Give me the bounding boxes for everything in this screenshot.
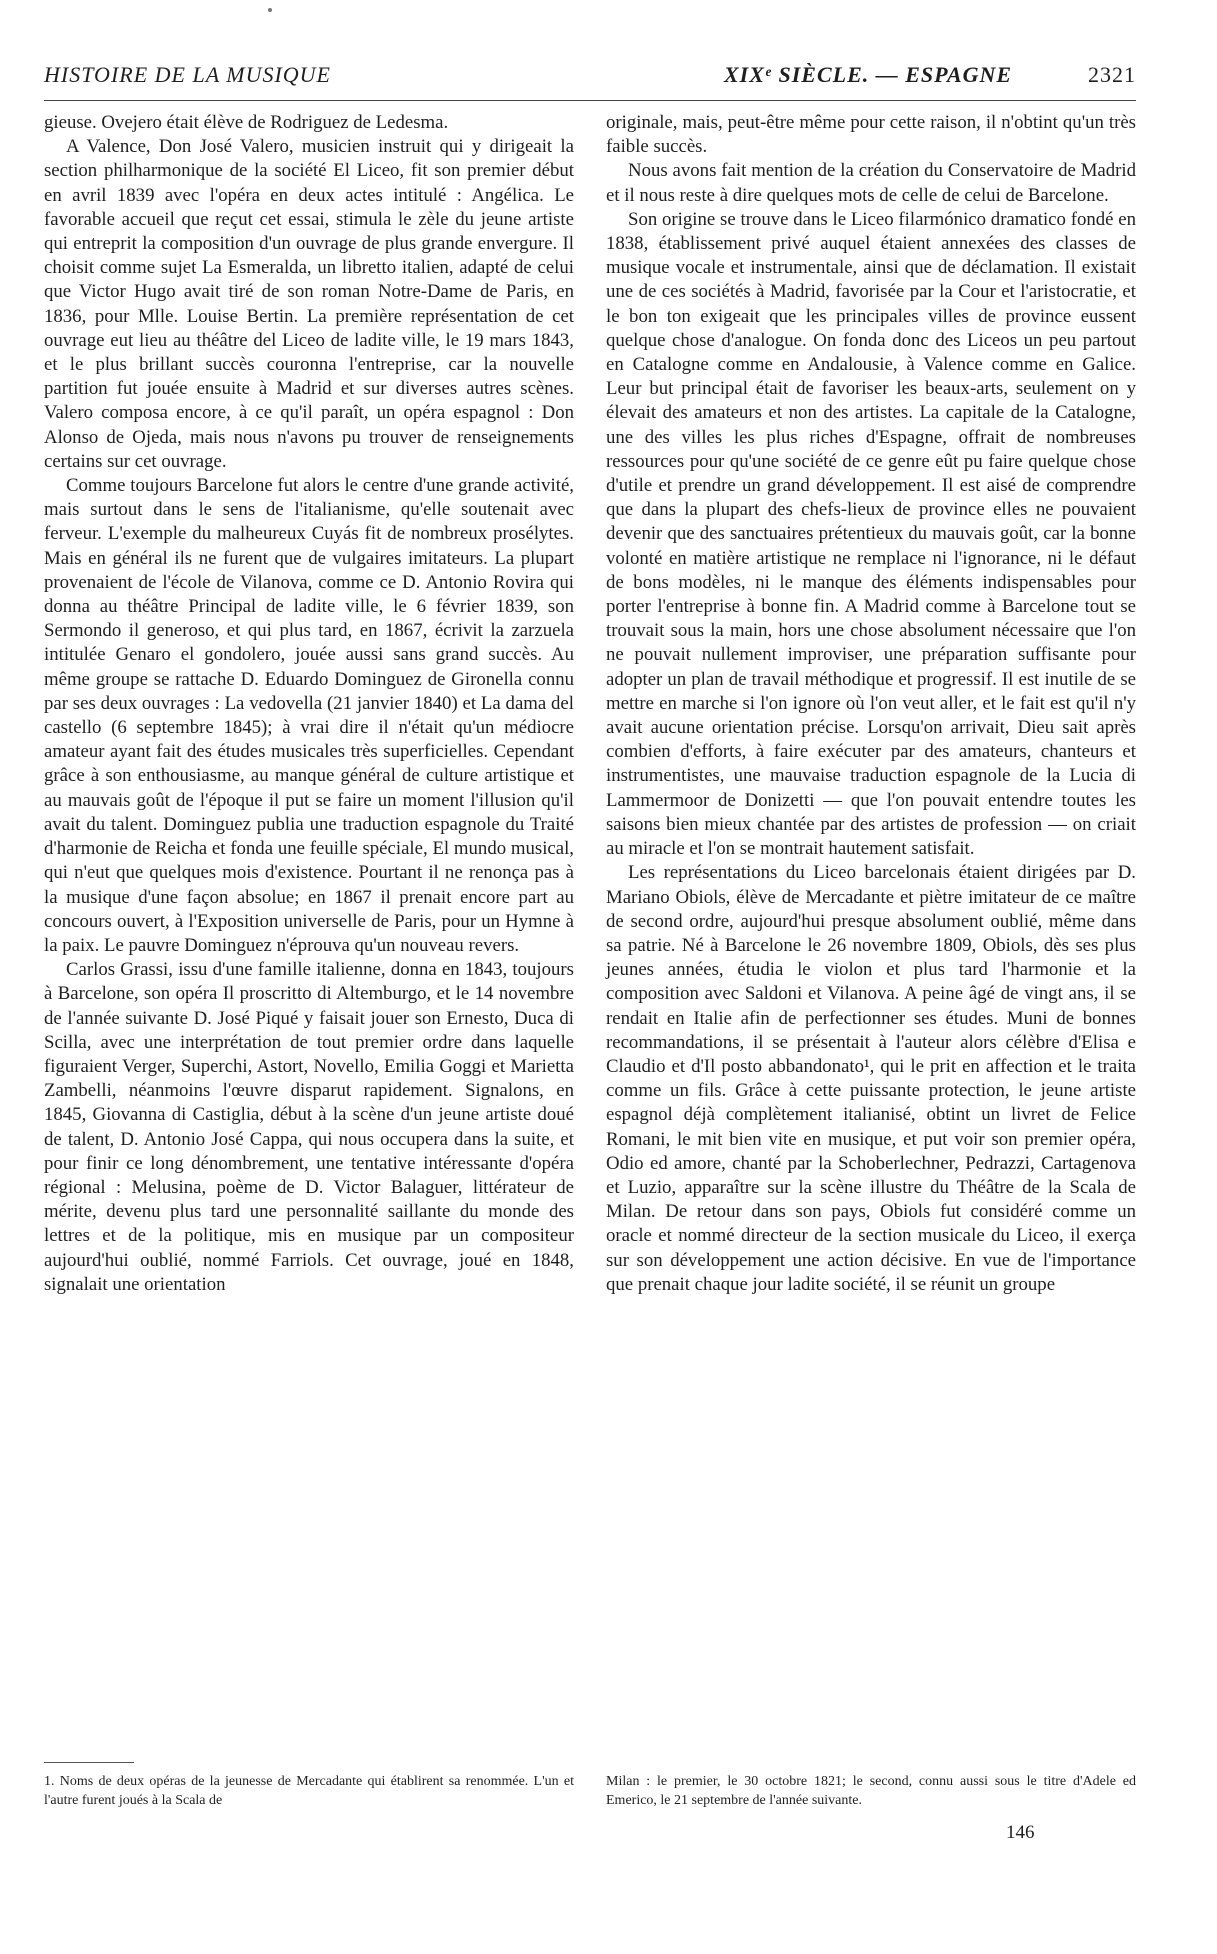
paragraph: Les représentations du Liceo barcelonais étaient dirigées par D. Mariano Obiols, élève de Mercadante et piètre imitateur de ce maître de second ordre, aujourd'hui presque absolument oublié, même dans sa patrie. Né à Barcelone le 26 novembre 1809, Obiols, dès ses plus jeunes années, étudia le violon et plus tard l'harmonie et la composition avec Saldoni et Vilanova. A peine âgé de vingt ans, il se rendait en Italie afin de perfectionner ses études. Muni de bonnes recommandations, il se présentait à l'auteur alors célèbre d'Elisa e Claudio et d'Il posto abbandonato¹, qui le prit en affection et le traita comme un fils. Grâce à cette puissante protection, le jeune artiste espagnol déjà complètement italianisé, obtint un livret de Felice Romani, le mit bien vite en musique, et put voir son premier opéra, Odio ed amore, chanté par la Schoberlechner, Pedrazzi, Cartagenova et Luzio, apparaître sur la scène illustre du Théâtre de la Scala de Milan. De retour dans son pays, Obiols fut considéré comme un oracle et nommé directeur de la section musicale du Liceo, il exerça sur son développement une action décisive. En vue de l'importance que prenait chaque jour ladite société, il se réunit un groupe [606, 862, 1136, 1295]
running-title: HISTOIRE DE LA MUSIQUE [44, 62, 331, 87]
footnote-right: Milan : le premier, le 30 octobre 1821; le second, connu aussi sous le titre d'Adele ed Emerico, le 21 septembre de l'année suivante. [606, 1774, 1136, 1808]
paragraph: Nous avons fait mention de la création du Conservatoire de Madrid et il nous reste à dire quelques mots de celle de celui de Barcelone. [606, 160, 1136, 206]
paragraph: Comme toujours Barcelone fut alors le centre d'une grande activité, mais surtout dans le sens de l'italianisme, qu'elle soutenait avec ferveur. L'exemple du malheureux Cuyás fit de nombreux prosélytes. Mais en général ils ne furent que de vulgaires imitateurs. La plupart provenaient de l'école de Vilanova, comme ce D. Antonio Rovira qui donna au théâtre Principal de ladite ville, le 6 février 1839, son Sermondo il generoso, et qui plus tard, en 1867, écrivit la zarzuela intitulée Genaro el gondolero, jouée aussi sans grand succès. Au même groupe se rattache D. Eduardo Dominguez de Gironella connu par ses deux ouvrages : La vedovella (21 janvier 1840) et La dama del castello (6 septembre 1845); à vrai dire il n'était qu'un médiocre amateur ayant fait des études musicales très superficielles. Cependant grâce à son enthousiasme, au manque général de culture artistique et au mauvais goût de l'époque il put se faire un moment l'illusion qu'il avait du talent. Dominguez publia une traduction espagnole du Traité d'harmonie de Reicha et fonda une feuille spéciale, El mundo musical, qui n'eut que quelques mois d'existence. Pourtant il ne renonça pas à la musique d'une façon absolue; en 1867 il prenait encore part au concours ouvert, à l'Exposition universelle de Paris, pour un Hymne à la paix. Le pauvre Dominguez n'éprouva qu'un nouveau revers. [44, 475, 574, 956]
running-header [44, 62, 1136, 96]
footnote-rule [44, 1762, 134, 1763]
right-column [606, 111, 1136, 1751]
page-number: 2321 [1088, 62, 1136, 87]
paragraph: gieuse. Ovejero était élève de Rodriguez de Ledesma. [44, 112, 449, 133]
paragraph: Carlos Grassi, issu d'une famille italienne, donna en 1843, toujours à Barcelone, son opéra Il proscritto di Altemburgo, et le 14 novembre de l'année suivante D. José Piqué y faisait jouer son Ernesto, Duca di Scilla, avec une interprétation de tout premier ordre dans laquelle figuraient Verger, Superchi, Astort, Novello, Emilia Goggi et Marietta Zambelli, néanmoins l'œuvre disparut rapidement. Signalons, en 1845, Giovanna di Castiglia, début à la scène d'un jeune artiste doué de talent, D. Antonio José Cappa, qui nous occupera dans la suite, et pour finir ce long dénombrement, une tentative intéressante d'opéra régional : Melusina, poème de D. Victor Balaguer, littérateur de mérite, devenu plus tard une personnalité saillante du monde des lettres et de la politique, mis en musique par un compositeur aujourd'hui oublié, nommé Farriols. Cet ouvrage, joué en 1848, signalait une orientation [44, 959, 574, 1295]
header-rule [44, 100, 1136, 101]
left-column [44, 111, 574, 1751]
paragraph: Son origine se trouve dans le Liceo filarmónico dramatico fondé en 1838, établissement privé auquel étaient annexées des classes de musique vocale et instrumentale, ainsi que de déclamation. Il existait une de ces sociétés à Madrid, favorisée par la Cour et l'aristocratie, et le bon ton exigeait que les principales villes de province eussent quelque chose d'analogue. On fonda donc des Liceos un peu partout en Catalogne comme en Andalousie, à Valence comme en Galice. Leur but principal était de favoriser les beaux-arts, seulement on y élevait des amateurs et non des artistes. La capitale de la Catalogne, une des villes les plus riches d'Espagne, offrait de nombreuses ressources pour qu'une société de ce genre eût pu faire quelque chose d'utile et prendre un grand développement. Il est aisé de comprendre que dans la plupart des chefs-lieux de province elles ne pouvaient devenir que des sanctuaires prétentieux du mauvais goût, car la bonne volonté en matière artistique ne remplace ni l'ignorance, ni le défaut de bons modèles, ni le manque des éléments indispensables pour porter l'entreprise à bonne fin. A Madrid comme à Barcelone tout se trouvait sous la main, hors une chose absolument nécessaire que l'on ne pouvait nullement improviser, une préparation suffisante pour adopter un plan de travail méthodique et progressif. Il est inutile de se mettre en marche si l'on ignore où l'on veut aller, et le fait est qu'il n'y avait aucune orientation précise. Lorsqu'on arrivait, Dieu sait après combien d'efforts, à faire exécuter par des amateurs, chanteurs et instrumentistes, une mauvaise traduction espagnole de la Lucia di Lammermoor de Donizetti — que l'on pouvait entendre toutes les saisons bien mieux chantée par des artistes de profession — on criait au miracle et l'on se montrait hautement satisfait. [606, 208, 1136, 860]
paragraph: originale, mais, peut-être même pour cette raison, il n'obtint qu'un très faible succès. [606, 112, 1136, 158]
footnote-left: 1. Noms de deux opéras de la jeunesse de Mercadante qui établirent sa renommée. L'un et l'autre furent joués à la Scala de [44, 1774, 574, 1808]
paper-speck [268, 8, 272, 12]
signature-mark: 146 [1006, 1822, 1035, 1843]
paragraph: A Valence, Don José Valero, musicien instruit qui y dirigeait la section philharmonique de la société El Liceo, fit son premier début en avril 1839 avec l'opéra en deux actes intitulé : Angélica. Le favorable accueil que reçut cet essai, stimula le zèle du jeune artiste qui entreprit la composition d'un ouvrage de plus grande envergure. Il choisit comme sujet La Esmeralda, un libretto italien, adapté de celui que Victor Hugo avait tiré de son roman Notre-Dame de Paris, en 1836, pour Mlle. Louise Bertin. La première représentation de cet ouvrage eut lieu au théâtre del Liceo de ladite ville, le 19 mars 1843, et le plus brillant succès couronna l'entreprise, car la nouvelle partition fut jouée ensuite à Madrid et sur diverses autres scènes. Valero composa encore, à ce qu'il paraît, un opéra espagnol : Don Alonso de Ojeda, mais nous n'avons pu trouver de renseignements certains sur cet ouvrage. [44, 136, 574, 472]
section-title: XIXᵉ SIÈCLE. — ESPAGNE [724, 62, 1013, 87]
